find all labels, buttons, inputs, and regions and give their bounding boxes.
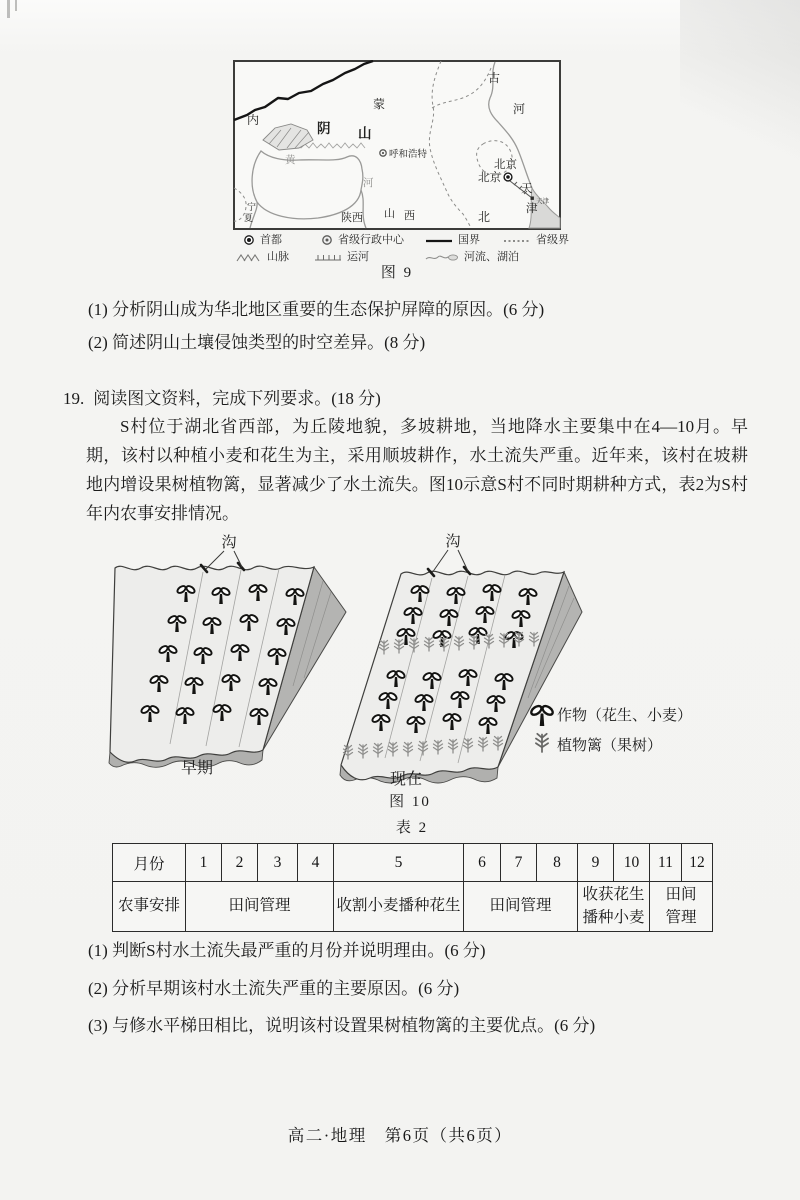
fig10-caption: 图 10: [389, 794, 431, 810]
month-cell: 6: [464, 844, 501, 882]
map-label-shanxi-xi: 西: [404, 210, 415, 222]
month-header-label: 月份: [113, 844, 186, 882]
map-label-ning: 宁: [247, 202, 257, 212]
map-label-huang: 黄: [285, 155, 296, 166]
question18-item-2: (2) 简述阴山土壤侵蚀类型的时空差异。(8 分): [88, 333, 426, 352]
scan-mark: [15, 0, 17, 11]
activity-line: 播种小麦: [582, 908, 645, 926]
month-cell: 12: [682, 844, 713, 882]
map-label-hohhot: 呼和浩特: [389, 150, 428, 160]
question18-item-1: (1) 分析阴山成为华北地区重要的生态保护屏障的原因。(6 分): [88, 300, 545, 319]
activity-cell: 田间管理: [186, 882, 334, 932]
month-cell: 10: [614, 844, 650, 882]
map-label-bei: 北: [478, 210, 491, 224]
capital-icon: [243, 234, 255, 246]
legend-label: 山脉: [267, 251, 289, 263]
map-label-jin: 津: [526, 203, 538, 215]
map-label-he-northeast: 河: [513, 102, 526, 116]
activity-line: 管理: [665, 908, 697, 926]
legend-item-provincial-boundary: [503, 231, 569, 247]
map-label-yin: 阴: [317, 121, 331, 136]
map-label-meng: 蒙: [373, 97, 386, 111]
map-label-shanxi-shan: 山: [384, 208, 395, 220]
provincial-center-icon: [321, 234, 333, 246]
question19-item-3: (3) 与修水平梯田相比，说明该村设置果树植物篱的主要优点。(6 分): [88, 1016, 596, 1035]
national-boundary-icon: [425, 236, 453, 246]
month-cell: 4: [298, 844, 334, 882]
map-label-shan: 山: [358, 126, 372, 141]
month-cell: 1: [186, 844, 222, 882]
hedge-legend-label: 植物篱（果树）: [557, 738, 663, 754]
question19-item-1: (1) 判断S村水土流失最严重的月份并说明理由。(6 分): [88, 941, 486, 960]
gully-label-early: 沟: [221, 535, 237, 551]
map-label-beijing-province: 北京: [494, 159, 517, 171]
question19-header: [63, 384, 381, 409]
page-footer: 高二·地理 第6页（共6页）: [287, 1126, 513, 1145]
legend-label: 首都: [260, 234, 282, 246]
activity-cell: 田间管理: [464, 882, 578, 932]
beijing-capital-marker: [504, 173, 512, 181]
activity-cell: [578, 882, 650, 932]
month-cell: 7: [501, 844, 537, 882]
legend-label: 省级界: [536, 234, 569, 246]
question19-stem: 阅读图文资料，完成下列要求。(18 分): [93, 389, 381, 408]
activity-cell: [650, 882, 713, 932]
legend-label: 河流、湖泊: [464, 251, 519, 263]
activity-line: 收获花生: [582, 886, 645, 904]
map-label-tianjin-city: 天津: [536, 198, 549, 205]
hedge-icon: [536, 734, 548, 752]
activity-row-label: 农事安排: [113, 882, 186, 932]
early-gully-pointer: [206, 534, 242, 569]
legend-item-provincial-center: [321, 231, 404, 247]
legend-label: 省级行政中心: [338, 234, 404, 246]
gully-label-present: 沟: [445, 534, 461, 550]
scan-mark: [7, 0, 10, 18]
table2: [112, 843, 713, 932]
map-label-nei: 内: [247, 113, 260, 127]
month-cell: 8: [537, 844, 578, 882]
provincial-boundary-icon: [503, 236, 531, 246]
map-label-tian: 天: [521, 183, 533, 195]
month-cell: 5: [334, 844, 464, 882]
fig9-map: [233, 60, 561, 230]
month-cell: 11: [650, 844, 682, 882]
month-cell: 2: [222, 844, 258, 882]
activity-cell: 收割小麦播种花生: [334, 882, 464, 932]
map-label-beijing-city: 北京: [478, 172, 501, 184]
tianjin-city-marker: [531, 197, 534, 200]
activity-line: 田间: [665, 886, 697, 904]
legend-item-national-boundary: [425, 231, 480, 247]
crop-icon: [530, 704, 555, 726]
present-period-label: 现在: [389, 771, 423, 788]
present-gully-pointer: [432, 533, 468, 573]
table2-caption: 表 2: [395, 820, 429, 836]
fig10-diagram: [90, 528, 770, 793]
legend-label: 运河: [347, 251, 369, 263]
map-label-he-river: 河: [363, 178, 374, 189]
table2-header-row: [113, 844, 713, 882]
legend-item-capital: [243, 231, 282, 247]
fig9-caption: 图 9: [380, 265, 414, 281]
scan-shadow: [680, 0, 800, 240]
month-cell: 3: [258, 844, 298, 882]
legend-label: 国界: [458, 234, 480, 246]
question19-item-2: (2) 分析早期该村水土流失严重的主要原因。(6 分): [88, 979, 460, 998]
crop-legend-label: 作物（花生、小麦）: [557, 708, 693, 724]
question19-passage: S村位于湖北省西部，为丘陵地貌，多坡耕地，当地降水主要集中在4—10月。早期，该村以种植小麦和花生为主，采用顺坡耕作，水土流失严重。近年来，该村在坡耕地内增设果树植物篱，显著减少了水土流失。图10示意S村不同时期耕种方式，表2为S村年内农事安排情况。: [86, 417, 748, 523]
map-label-shaanxi: 陕西: [341, 212, 363, 224]
month-cell: 9: [578, 844, 614, 882]
early-period-label: 早期: [180, 760, 214, 777]
map-label-gu: 古: [488, 71, 501, 85]
hohhot-city-marker: [380, 150, 386, 156]
table2-activity-row: [113, 882, 713, 932]
fig10-legend: [530, 704, 692, 754]
map-label-xia: 夏: [244, 213, 254, 223]
question19-number: 19.: [63, 389, 85, 408]
